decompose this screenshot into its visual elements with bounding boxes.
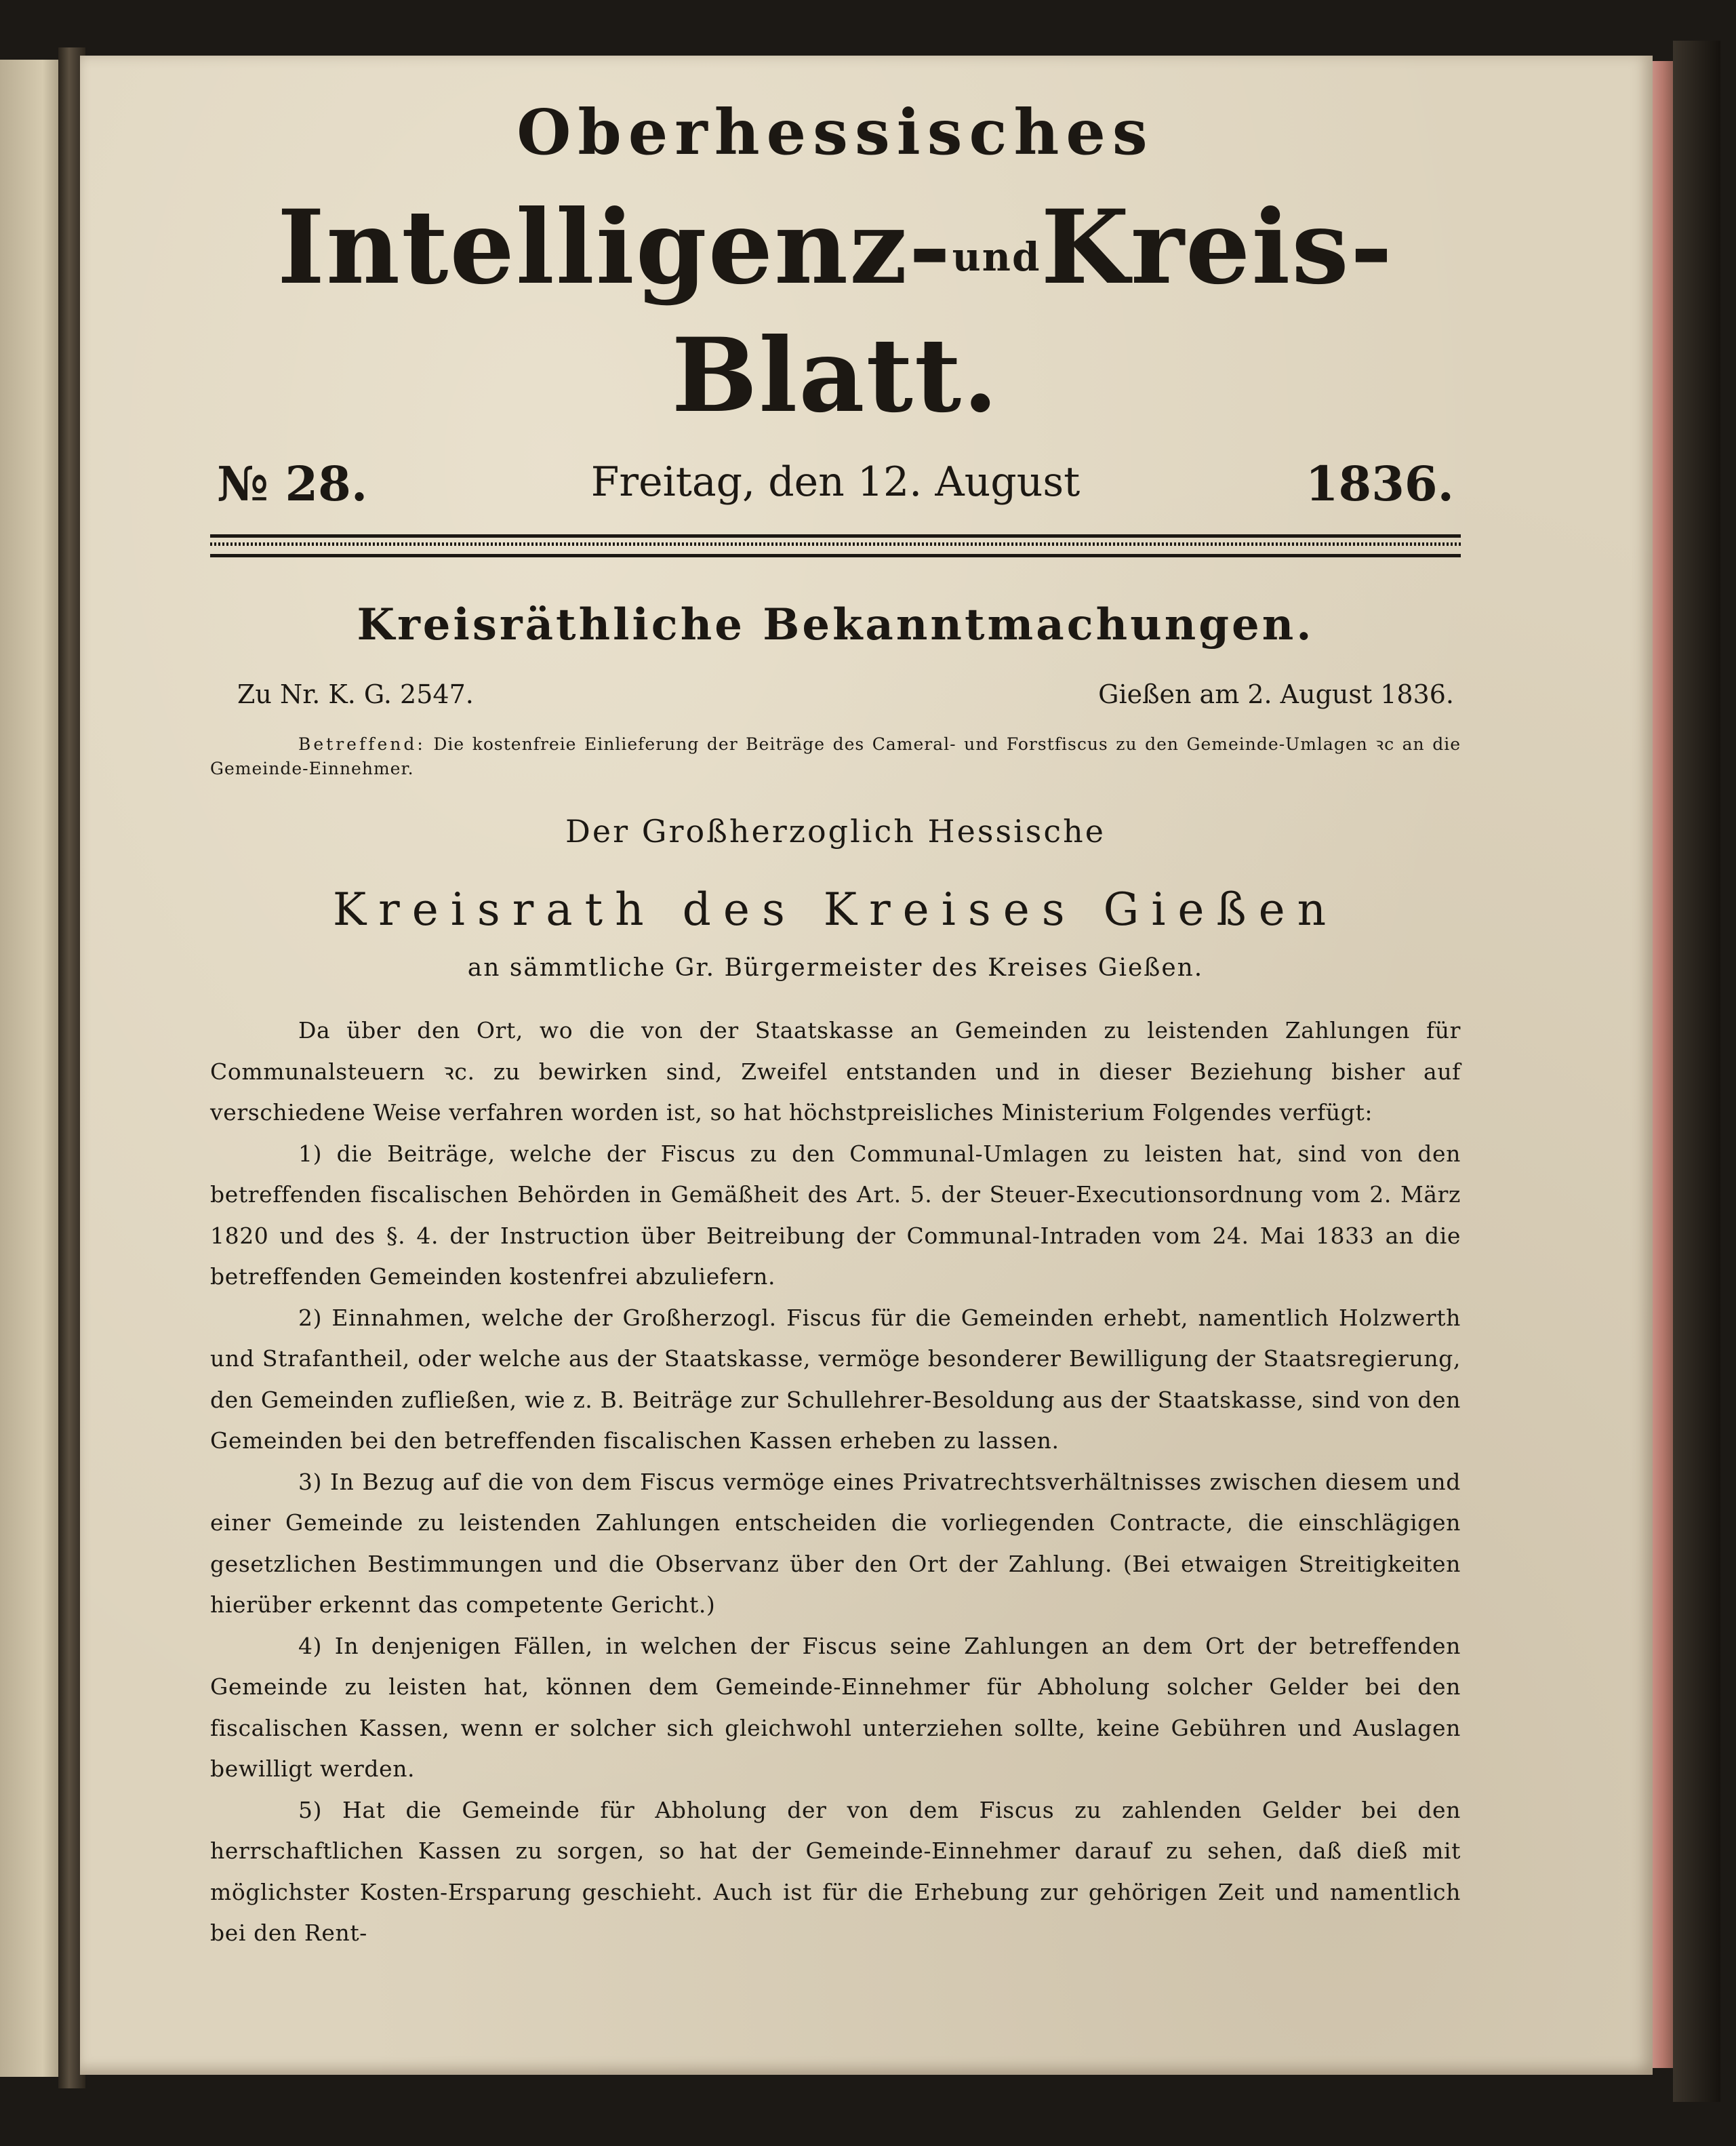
reference-number: Zu Nr. K. G. 2547. — [237, 679, 474, 709]
page-content — [210, 81, 1461, 1954]
paragraph-4: 4) In denjenigen Fällen, in welchen der Fiscus seine Zahlungen an dem Ort der betreffenden Gemeinde zu leisten hat, können dem Gemeinde-Einnehmer für Abholung solcher Gelder bei den fiscalischen Kassen, wenn er solcher sich gleichwohl unterziehen sollte, keine Gebühren und Auslagen bewilligt werden. — [210, 1632, 1461, 1782]
issue-date: Freitag, den 12. August — [590, 458, 1081, 506]
book-cover-edge — [1673, 41, 1720, 2102]
authority-line3: an sämmtliche Gr. Bürgermeister des Kreises Gießen. — [467, 954, 1204, 982]
authority-line2: Kreisrath des Kreises Gießen — [332, 883, 1339, 936]
masthead-title-b: Kreis-Blatt. — [671, 188, 1394, 435]
masthead-rule — [210, 534, 1461, 557]
paragraph-3: 3) In Bezug auf die von dem Fiscus vermöge eines Privatrechtsverhältnisses zwischen diesem und einer Gemeinde zu leistenden Zahlungen entscheiden die vorliegenden Contracte, die einschlägigen gesetzlichen Bestimmungen und die Observanz über den Ort der Zahlung. (Bei etwaigen Streitigkeiten hierüber erkennt das competente Gericht.) — [210, 1468, 1461, 1618]
masthead-line1: Oberhessisches — [517, 96, 1154, 169]
issue-year: 1836. — [1305, 456, 1454, 512]
subject-text: Die kostenfreie Einlieferung der Beiträge des Cameral- und Forstfiscus zu den Gemeinde-Umlagen ꝛc an die Gemeinde-Einnehmer. — [210, 734, 1461, 778]
place-date: Gießen am 2. August 1836. — [1098, 679, 1454, 709]
reference-line — [210, 679, 1461, 720]
subject-label: Betreffend: — [298, 734, 426, 754]
issue-number: № 28. — [217, 456, 368, 512]
page-block-edge — [1653, 61, 1673, 2068]
paragraph-2: 2) Einnahmen, welche der Großherzogl. Fiscus für die Gemeinden erhebt, namentlich Holzwerth und Strafantheil, oder welche aus der Staatskasse, vermöge besonderer Bewilligung der Staatsregierung, den Gemeinden zufließen, wie z. B. Beiträge zur Schullehrer-Besoldung aus der Staatskasse, sind von den Gemeinden bei den betreffenden fiscalischen Kassen erheben zu lassen. — [210, 1304, 1461, 1454]
section-heading: Kreisräthliche Bekanntmachungen. — [357, 599, 1314, 650]
paragraph-intro: Da über den Ort, wo die von der Staatskasse an Gemeinden zu leistenden Zahlungen für Communalsteuern ꝛc. zu bewirken sind, Zweifel entstanden und in dieser Beziehung bisher auf verschiedene Weise verfahren worden ist, so hat höchstpreisliches Ministerium Folgendes verfügt: — [210, 1017, 1461, 1126]
subject-line — [210, 732, 1461, 781]
body-text — [210, 1010, 1461, 1954]
issue-line — [210, 456, 1461, 517]
masthead-title — [210, 188, 1461, 435]
masthead-und: und — [952, 234, 1041, 280]
masthead-title-a: Intelligenz- — [277, 188, 952, 307]
authority-line1: Der Großherzoglich Hessische — [565, 813, 1106, 850]
paragraph-1: 1) die Beiträge, welche der Fiscus zu den Communal-Umlagen zu leisten hat, sind von den betreffenden fiscalischen Behörden in Gemäßheit des Art. 5. der Steuer-Executionsordnung vom 2. März 1820 und des §. 4. der Instruction über Beitreibung der Communal-Intraden vom 24. Mai 1833 an die betreffenden Gemeinden kostenfrei abzuliefern. — [210, 1140, 1461, 1290]
paragraph-5: 5) Hat die Gemeinde für Abholung der von dem Fiscus zu zahlenden Gelder bei den herrschaftlichen Kassen zu sorgen, so hat der Gemeinde-Einnehmer darauf zu sehen, daß dieß mit möglichster Kosten-Ersparung geschieht. Auch ist für die Erhebung zur gehörigen Zeit und namentlich bei den Rent- — [210, 1796, 1461, 1946]
